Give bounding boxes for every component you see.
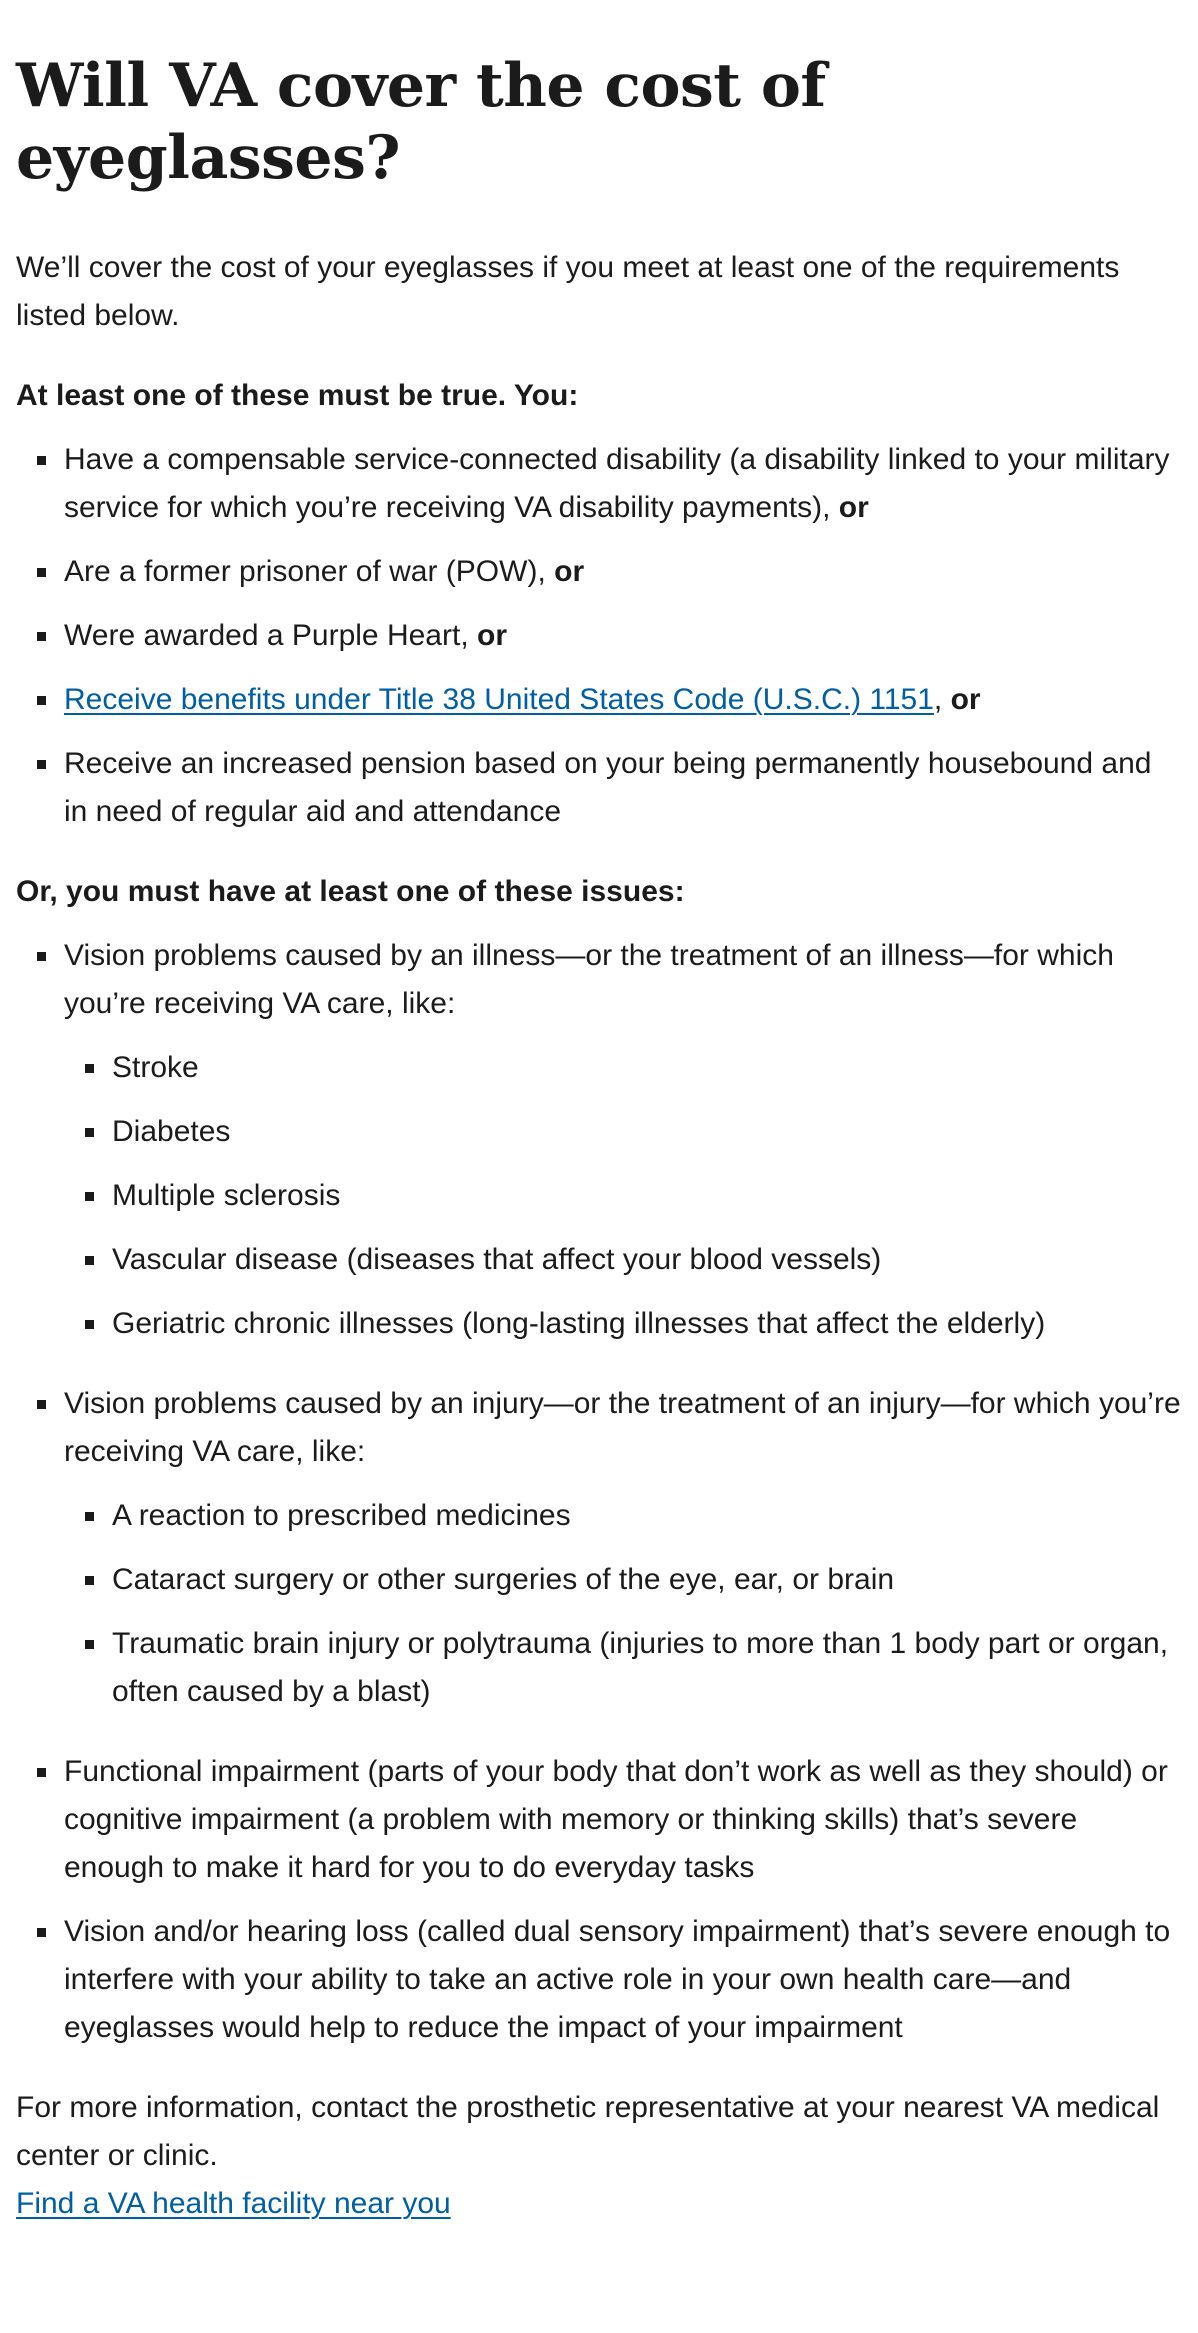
issues-list [16,932,1182,2052]
list-item: Geriatric chronic illnesses (long-lasting illnesses that affect the elderly) [64,1300,1182,1348]
list-item: Vision problems caused by an illness—or the treatment of an illness—for which you’re receiving VA care, like: Stroke Diabetes Multiple sclerosis Vascular disease (diseases that affect your blood vessels) Geriatric chronic illnesses (long-lasting illnesses that affect the elderly) [16,932,1182,1348]
list-item: A reaction to prescribed medicines [64,1492,1182,1540]
more-info-text: For more information, contact the prosthetic representative at your nearest VA medical center or clinic. [16,2091,1160,2172]
list-item: Vision problems caused by an injury—or the treatment of an injury—for which you’re receiving VA care, like: A reaction to prescribed medicines Cataract surgery or other surgeries of the eye, ear, or brain Traumatic brain injury or polytrauma (injuries to more than 1 body part or organ, often caused by a blast) [16,1380,1182,1716]
requirements-list [16,436,1182,836]
list-item: Receive benefits under Title 38 United States Code (U.S.C.) 1151, or [16,676,1182,724]
section1-heading: At least one of these must be true. You: [16,379,579,412]
list-item: Diabetes [64,1108,1182,1156]
list-item: Receive an increased pension based on your being permanently housebound and in need of regular aid and attendance [16,740,1182,836]
list-item: Vision and/or hearing loss (called dual sensory impairment) that’s severe enough to interfere with your ability to take an active role in your own health care—and eyeglasses would help to reduce the impact of your impairment [16,1908,1182,2052]
find-facility-link[interactable]: Find a VA health facility near you [16,2187,451,2220]
page-content [0,50,1198,2228]
list-item: Multiple sclerosis [64,1172,1182,1220]
title-38-link[interactable]: Receive benefits under Title 38 United States Code (U.S.C.) 1151 [64,683,934,716]
list-item: Were awarded a Purple Heart, or [16,612,1182,660]
list-item: Functional impairment (parts of your body that don’t work as well as they should) or cognitive impairment (a problem with memory or thinking skills) that’s severe enough to make it hard for you to do everyday tasks [16,1748,1182,1892]
list-item: Have a compensable service-connected disability (a disability linked to your military service for which you’re receiving VA disability payments), or [16,436,1182,532]
list-item: Cataract surgery or other surgeries of the eye, ear, or brain [64,1556,1182,1604]
list-item: Vascular disease (diseases that affect your blood vessels) [64,1236,1182,1284]
injury-sublist [64,1492,1182,1716]
list-item: Traumatic brain injury or polytrauma (injuries to more than 1 body part or organ, often caused by a blast) [64,1620,1182,1716]
list-item: Stroke [64,1044,1182,1092]
facility-link-wrap [16,2180,1182,2228]
section2-heading: Or, you must have at least one of these issues: [16,875,685,908]
illness-sublist [64,1044,1182,1348]
page-title: Will VA cover the cost of eyeglasses? [16,51,826,193]
intro-text: We’ll cover the cost of your eyeglasses if you meet at least one of the requirements listed below. [16,251,1120,332]
list-item: Are a former prisoner of war (POW), or [16,548,1182,596]
